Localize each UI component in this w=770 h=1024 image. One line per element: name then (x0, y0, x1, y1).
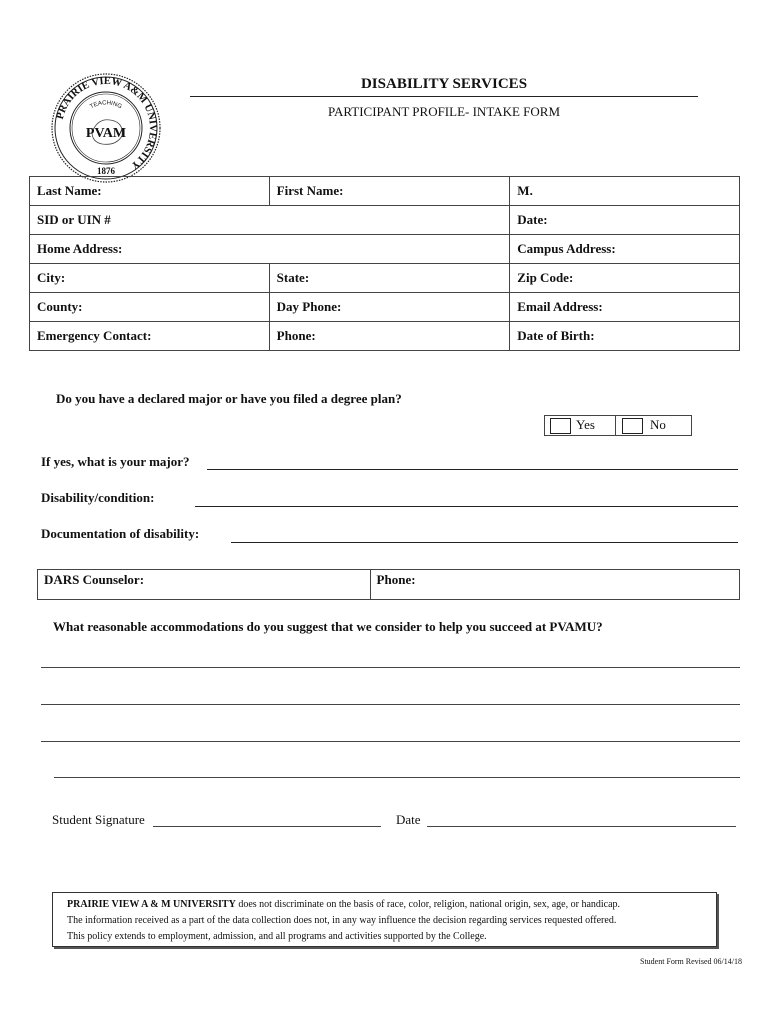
participant-info-table (29, 176, 740, 351)
seal-inner-text: TEACHING (89, 100, 123, 111)
table-row (30, 206, 740, 235)
campus-address-field[interactable]: Campus Address: (510, 235, 740, 264)
no-checkbox[interactable] (622, 418, 643, 434)
table-row (30, 177, 740, 206)
state-field[interactable]: State: (269, 264, 510, 293)
emergency-phone-field[interactable]: Phone: (269, 322, 510, 351)
last-name-field[interactable]: Last Name: (30, 177, 270, 206)
student-signature-label: Student Signature (52, 812, 145, 827)
title-rule (190, 96, 698, 97)
disability-input-line[interactable] (195, 506, 738, 507)
yes-no-options (544, 415, 692, 436)
no-label: No (650, 417, 666, 432)
divider (615, 416, 616, 435)
non-discrimination-notice (52, 892, 717, 947)
seal-monogram: PVAM (85, 126, 127, 141)
student-signature-line[interactable] (153, 826, 381, 827)
table-row (30, 322, 740, 351)
notice-line: The information received as a part of the data collection does not, in any way influence the decision regarding services requested offered. (67, 915, 617, 926)
emergency-contact-field[interactable]: Emergency Contact: (30, 322, 270, 351)
accommodations-line[interactable] (41, 741, 740, 742)
notice-line1-text: does not discriminate on the basis of race, color, religion, national origin, sex, age, or handicap. (235, 899, 621, 910)
university-seal (50, 72, 162, 184)
seal-year: 1876 (97, 166, 115, 176)
table-row (30, 293, 740, 322)
sid-field[interactable]: SID or UIN # (30, 206, 510, 235)
county-field[interactable]: County: (30, 293, 270, 322)
seal-ring-text: PRAIRIE VIEW A&M UNIVERSITY (54, 75, 159, 171)
table-row (38, 570, 740, 600)
form-subtitle: PARTICIPANT PROFILE- INTAKE FORM (327, 104, 561, 119)
signature-date-line[interactable] (427, 826, 736, 827)
city-field[interactable]: City: (30, 264, 270, 293)
svg-text:TEACHING (89, 100, 123, 110)
disability-label: Disability/condition: (41, 490, 155, 505)
dars-phone-field[interactable]: Phone: (370, 570, 739, 600)
first-name-field[interactable]: First Name: (269, 177, 510, 206)
email-address-field[interactable]: Email Address: (510, 293, 740, 322)
form-title: DISABILITY SERVICES (360, 76, 528, 92)
form-revision-note: Student Form Revised 06/14/18 (640, 957, 742, 966)
date-of-birth-field[interactable]: Date of Birth: (510, 322, 740, 351)
dars-counselor-table (37, 569, 740, 600)
accommodations-line[interactable] (54, 777, 740, 778)
accommodations-question: What reasonable accommodations do you suggest that we consider to help you succeed at PVAMU? (53, 619, 603, 634)
notice-line: This policy extends to employment, admission, and all programs and activities supported by the College. (67, 931, 487, 942)
notice-line (67, 897, 716, 913)
dars-counselor-field[interactable]: DARS Counselor: (38, 570, 371, 600)
table-row (30, 264, 740, 293)
date-field[interactable]: Date: (510, 206, 740, 235)
major-input-line[interactable] (207, 469, 738, 470)
documentation-input-line[interactable] (231, 542, 738, 543)
declared-major-question: Do you have a declared major or have you filed a degree plan? (56, 391, 402, 406)
table-row (30, 235, 740, 264)
accommodations-line[interactable] (41, 667, 740, 668)
day-phone-field[interactable]: Day Phone: (269, 293, 510, 322)
yes-checkbox[interactable] (550, 418, 571, 434)
middle-initial-field[interactable]: M. (510, 177, 740, 206)
notice-org: PRAIRIE VIEW A & M UNIVERSITY (67, 899, 236, 910)
yes-label: Yes (576, 417, 595, 432)
home-address-field[interactable]: Home Address: (30, 235, 510, 264)
accommodations-line[interactable] (41, 704, 740, 705)
signature-date-label: Date (396, 812, 421, 827)
major-question-label: If yes, what is your major? (41, 454, 190, 469)
zip-code-field[interactable]: Zip Code: (510, 264, 740, 293)
documentation-label: Documentation of disability: (41, 526, 200, 541)
